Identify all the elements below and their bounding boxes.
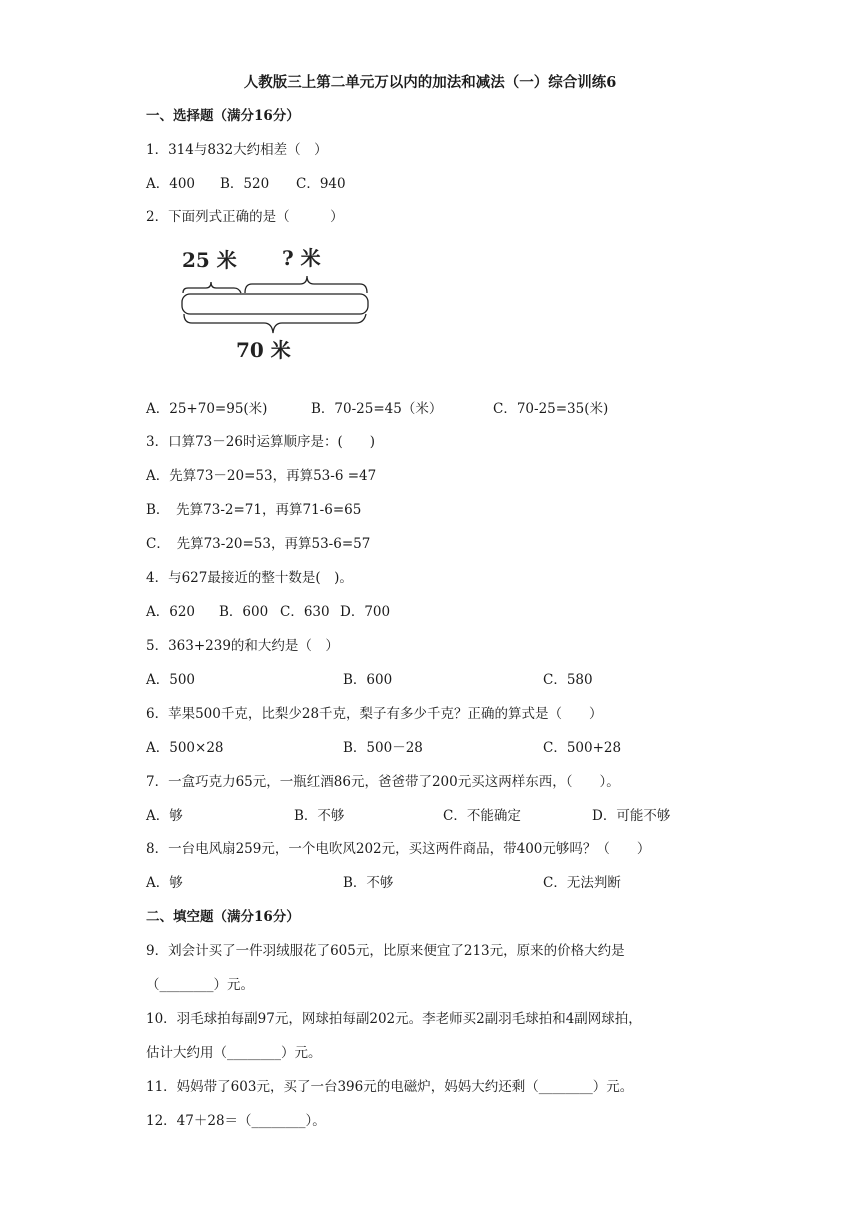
question-10: 10．羽毛球拍每副97元，网球拍每副202元。李老师买2副羽毛球拍和4副网球拍， [146,1011,642,1027]
question-9-answer-line: （________）元。 [146,977,254,993]
diagram-total-label: 70 米 [236,338,291,362]
option-a: A．620 [146,604,196,620]
question-9: 9．刘会计买了一件羽绒服花了605元，比原来便宜了213元，原来的价格大约是 [146,943,625,959]
option-b: B．600 [343,672,393,688]
question-3-option-a: A．先算73－20=53，再算53-6 =47 [146,468,377,484]
option-c: C．500+28 [543,740,622,756]
section-heading-fill: 二、填空题（满分16分） [146,909,300,925]
option-c: C．70-25=35(米) [493,401,609,417]
question-10-answer-line: 估计大约用（________）元。 [146,1045,322,1061]
question-5: 5．363+239的和大约是（ ） [146,638,339,654]
option-d: D．700 [340,604,391,620]
diagram-right-label: ? 米 [282,246,321,270]
option-b: B．600 [219,604,269,620]
page-title: 人教版三上第二单元万以内的加法和减法（一）综合训练6 [243,74,617,91]
option-a: A．400 [146,176,196,192]
option-b: B．520 [220,176,270,192]
option-c: C．630 [280,604,330,620]
option-c: C．580 [543,672,593,688]
option-b: B．500－28 [343,740,423,756]
question-11: 11．妈妈带了603元，买了一台396元的电磁炉，妈妈大约还剩（________）元。 [146,1079,634,1095]
option-a: A．够 [146,808,183,824]
segment-diagram [170,238,380,368]
option-c: C．无法判断 [543,875,621,891]
question-3: 3．口算73－26时运算顺序是：( ) [146,434,375,450]
diagram-left-label: 25 米 [182,248,237,272]
question-1: 1．314与832大约相差（ ） [146,142,328,158]
question-7: 7．一盒巧克力65元，一瓶红酒86元，爸爸带了200元买这两样东西，（ ）。 [146,774,620,790]
question-2: 2．下面列式正确的是（ ） [146,209,344,225]
option-a: A．25+70=95(米) [146,401,268,417]
section-heading-choice: 一、选择题（满分16分） [146,108,300,124]
option-a: A．500×28 [146,740,224,756]
option-b: B．不够 [343,875,394,891]
option-b: B．不够 [294,808,345,824]
option-d: D．可能不够 [592,808,671,824]
option-c: C．940 [296,176,346,192]
question-3-option-c: C． 先算73-20=53，再算53-6=57 [146,536,371,552]
option-b: B．70-25=45（米） [311,401,443,417]
question-12: 12．47＋28＝（________）。 [146,1113,326,1129]
question-3-option-b: B． 先算73-2=71，再算71-6=65 [146,502,362,518]
question-4: 4．与627最接近的整十数是( )。 [146,570,353,586]
option-a: A．够 [146,875,183,891]
question-8: 8．一台电风扇259元，一个电吹风202元，买这两件商品，带400元够吗？（ ） [146,841,651,857]
option-a: A．500 [146,672,196,688]
option-c: C．不能确定 [443,808,521,824]
question-6: 6．苹果500千克，比梨少28千克，梨子有多少千克？正确的算式是（ ） [146,706,603,722]
